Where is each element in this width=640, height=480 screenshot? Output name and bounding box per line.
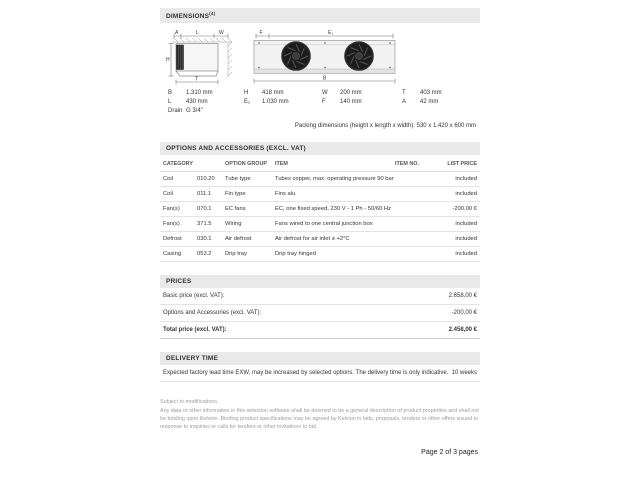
disclaimer — [160, 398, 480, 432]
disclaimer-line2: Any data or other information in this selection software shall be deemed to be a general description of product properties and shall not be binding upon Kelvion. Binding product specifications may be agreed by Kelvion in bids, proposals, tenders or other offers issued in response to inquiries or calls for tenders or other invitations to bid. — [160, 407, 479, 431]
options-table-header — [160, 157, 480, 172]
col-header-item: ITEM — [275, 161, 288, 168]
delivery-section-header: DELIVERY TIME — [160, 352, 480, 365]
col-header-category: CATEGORY — [163, 161, 193, 168]
dim-label-a: A — [175, 30, 179, 37]
prices-section — [160, 275, 480, 339]
total-price-label: Total price (excl. VAT): — [163, 327, 227, 334]
dimension-values — [168, 90, 474, 114]
dim-label-w: W — [219, 30, 224, 37]
options-price-value: -200,00 € — [451, 310, 477, 317]
prices-section-header: PRICES — [160, 275, 480, 288]
table-row: Defrost 030.1 Air defrost Air defrost for air inlet ≥ +2°C included — [160, 232, 480, 247]
delivery-row — [160, 365, 480, 382]
dim-value-w: W 200 mm — [322, 90, 362, 97]
dim-value-a: A 42 mm — [402, 99, 439, 106]
dimensions-section — [160, 8, 480, 129]
basic-price-row — [160, 288, 480, 305]
technical-drawings — [166, 29, 478, 87]
dim-value-t: T 403 mm — [402, 90, 442, 97]
options-price-row — [160, 305, 480, 322]
table-row: Coil 011.1 Fin type Fins alu included — [160, 187, 480, 202]
packing-dimensions: Packing dimensions (height x length x width): 530 x 1.420 x 600 mm — [294, 123, 476, 130]
basic-price-label: Basic price (excl. VAT): — [163, 293, 225, 300]
dim-label-l: L — [196, 30, 199, 37]
dim-label-b: B — [323, 75, 327, 82]
fan-housing — [254, 41, 395, 74]
table-row: Fan(s) 070.1 EC fans EC, one fixed speed, 230 V - 1 Ph - 50/60 Hz -200,00 € — [160, 202, 480, 217]
page-indicator: Page 2 of 3 pages — [421, 449, 478, 456]
dim-value-h: H 418 mm — [244, 90, 284, 97]
options-section-header: OPTIONS AND ACCESSORIES (EXCL. VAT) — [160, 142, 480, 155]
dim-label-e1: E₁ — [328, 30, 334, 37]
options-price-label: Options and Accessories (excl. VAT): — [163, 310, 262, 317]
disclaimer-line1: Subject to modifications. — [160, 399, 219, 406]
dim-value-l: L 430 mm — [168, 99, 208, 106]
total-price-row — [160, 322, 480, 339]
dim-label-t: T — [195, 76, 199, 83]
table-row: Casing 053.2 Drip tray Drip tray hinged included — [160, 247, 480, 262]
dim-value-e1: E₁ 1.030 mm — [244, 99, 289, 106]
dim-value-drain: Drain G 3/4" — [168, 108, 203, 115]
fan-icon — [345, 42, 373, 70]
coil-block — [177, 45, 184, 70]
basic-price-value: 2.658,00 € — [448, 293, 477, 300]
table-row: Coil 010.20 Tube type Tubes copper, max. operating pressure 90 bar included — [160, 172, 480, 187]
dimensions-footnote-marker: (4) — [209, 11, 216, 16]
side-view-drawing — [166, 29, 238, 87]
col-header-list-price: LIST PRICE — [447, 161, 477, 168]
total-price-value: 2.458,00 € — [448, 327, 477, 334]
table-row: Fan(s) 371.5 Wiring Fans wired to one central junction box included — [160, 217, 480, 232]
options-table — [160, 157, 480, 262]
options-section — [160, 142, 480, 262]
housing-edge — [254, 69, 395, 74]
delivery-value: 10 weeks — [451, 370, 477, 377]
dimensions-section-header — [160, 8, 480, 23]
fan-icon — [282, 42, 310, 70]
col-header-option-group: OPTION GROUP — [225, 161, 267, 168]
dim-label-h: H — [166, 57, 170, 64]
drip-tray-outline — [176, 71, 218, 76]
bottom-view-drawing — [250, 29, 400, 87]
dimensions-title: DIMENSIONS — [166, 13, 210, 21]
delivery-text: Expected factory lead time EXW, may be increased by selected options. The delivery time is only indicative. — [163, 370, 449, 377]
dim-value-f: F 140 mm — [322, 99, 362, 106]
col-header-item-no: ITEM NO. — [395, 161, 419, 168]
delivery-section — [160, 352, 480, 382]
dim-value-b: B 1.310 mm — [168, 90, 213, 97]
dim-label-f: F — [259, 30, 263, 37]
document-page — [160, 8, 480, 432]
